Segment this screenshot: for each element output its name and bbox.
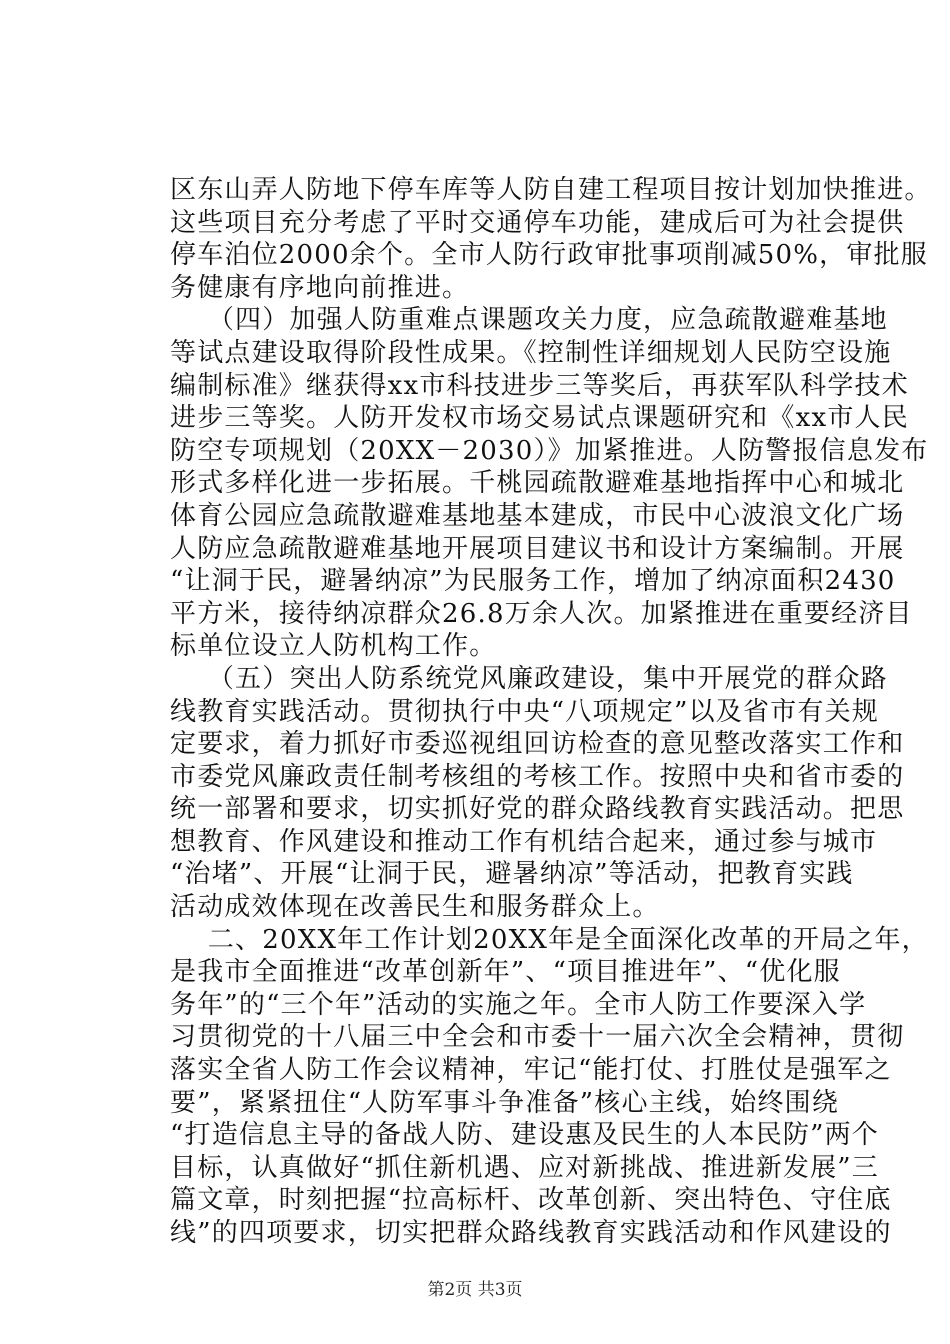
text-line: 防空专项规划（20XX－2030）》加紧推进。人防警报信息发布 — [170, 435, 929, 466]
text-line: 线”的四项要求，切实把群众路线教育实践活动和作风建设的 — [170, 1218, 892, 1248]
text-line: 是我市全面推进“改革创新年”、“项目推进年”、“优化服 — [170, 957, 841, 988]
text-line: 这些项目充分考虑了平时交通停车功能，建成后可为社会提供 — [170, 207, 905, 238]
text-line: （四）加强人防重难点课题攻关力度，应急疏散避难基地 — [170, 305, 888, 336]
text-line: 活动成效体现在改善民生和服务群众上。 — [170, 892, 660, 923]
text-line: 习贯彻党的十八届三中全会和市委十一届六次全会精神，贯彻 — [170, 1022, 905, 1053]
text-line: 人防应急疏散避难基地开展项目建议书和设计方案编制。开展 — [170, 533, 905, 564]
text-line: 线教育实践活动。贯彻执行中央“八项规定”以及省市有关规 — [170, 696, 879, 727]
text-line: 标单位设立人防机构工作。 — [170, 631, 497, 662]
text-line: 目标，认真做好“抓住新机遇、应对新挑战、推进新发展”三 — [170, 1152, 879, 1183]
text-line: （五）突出人防系统党风廉政建设，集中开展党的群众路 — [170, 663, 888, 694]
text-line: 统一部署和要求，切实抓好党的群众路线教育实践活动。把思 — [170, 794, 905, 825]
text-line: 编制标准》继获得xx市科技进步三等奖后，再获军队科学技术 — [170, 370, 909, 401]
text-line: 落实全省人防工作会议精神，牢记“能打仗、打胜仗是强军之 — [170, 1055, 892, 1086]
text-line: 篇文章，时刻把握“拉高标杆、改革创新、突出特色、守住底 — [170, 1185, 892, 1216]
text-line: 务健康有序地向前推进。 — [170, 272, 470, 303]
text-line: 定要求，着力抓好市委巡视组回访检查的意见整改落实工作和 — [170, 729, 905, 760]
text-line: 市委党风廉政责任制考核组的考核工作。按照中央和省市委的 — [170, 761, 905, 792]
text-line: “治堵”、开展“让洞于民，避暑纳凉”等活动，把教育实践 — [170, 859, 854, 890]
text-line: 二、20XX年工作计划20XX年是全面深化改革的开局之年， — [170, 924, 929, 955]
text-line: “让洞于民，避暑纳凉”为民服务工作，增加了纳凉面积2430 — [170, 566, 896, 597]
text-line: 进步三等奖。人防开发权市场交易试点课题研究和《xx市人民 — [170, 403, 909, 434]
text-line: 平方米，接待纳凉群众26.8万余人次。加紧推进在重要经济目 — [170, 598, 913, 629]
text-line: 想教育、作风建设和推动工作有机结合起来，通过参与城市 — [170, 826, 878, 857]
text-line: 等试点建设取得阶段性成果。《控制性详细规划人民防空设施 — [170, 337, 892, 368]
text-line: 体育公园应急疏散避难基地基本建成，市民中心波浪文化广场 — [170, 500, 905, 531]
text-line: 务年”的“三个年”活动的实施之年。全市人防工作要深入学 — [170, 989, 867, 1020]
text-line: 区东山弄人防地下停车库等人防自建工程项目按计划加快推进。 — [170, 175, 932, 205]
text-line: “打造信息主导的备战人防、建设惠及民生的人本民防”两个 — [170, 1120, 879, 1151]
text-line: 停车泊位2000余个。全市人防行政审批事项削减50%，审批服 — [170, 240, 928, 271]
text-line: 形式多样化进一步拓展。千桃园疏散避难基地指挥中心和城北 — [170, 468, 905, 499]
page-footer — [0, 1280, 950, 1300]
page-number: 第2页 共3页 — [427, 1280, 523, 1300]
text-line: 要”，紧紧扭住“人防军事斗争准备”核心主线，始终围绕 — [170, 1087, 840, 1118]
body-text — [170, 174, 932, 1250]
